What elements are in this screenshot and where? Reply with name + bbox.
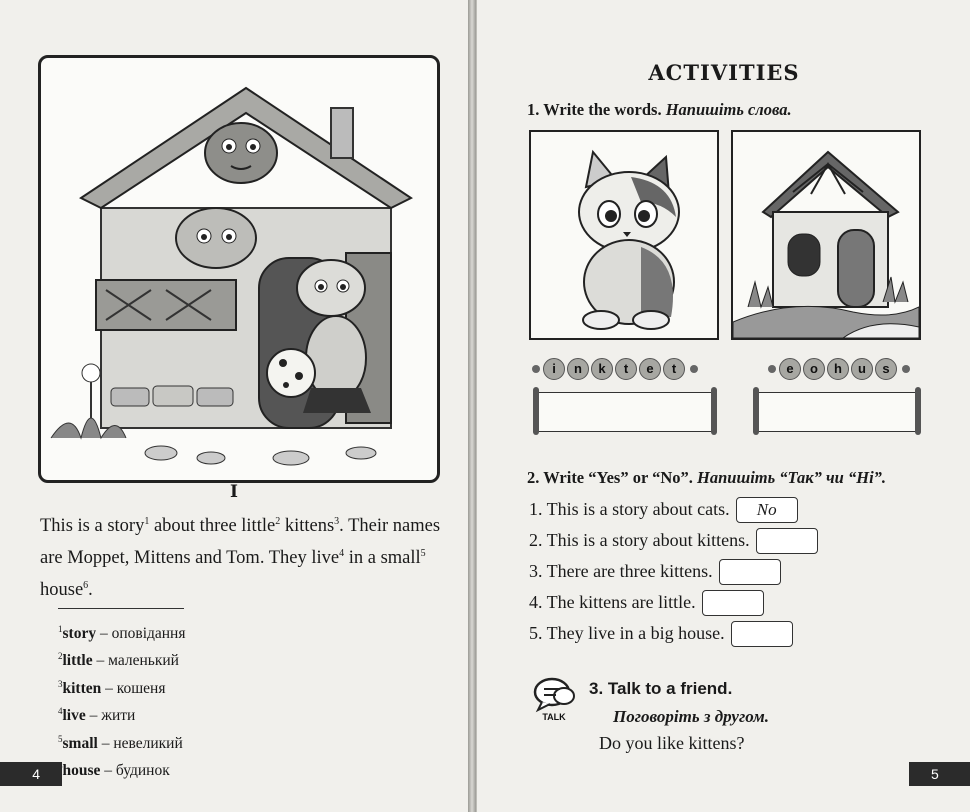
answer-box[interactable] <box>731 621 793 647</box>
bead-cap <box>902 365 910 373</box>
story-illustration <box>38 55 440 483</box>
letter-bead: t <box>663 358 685 380</box>
letter-bead: n <box>567 358 589 380</box>
bead-cap <box>768 365 776 373</box>
task-1-heading: 1. Write the words. Напишіть слова. <box>527 100 792 119</box>
kitten-picture <box>529 130 719 340</box>
statement-row: 1. This is a story about cats. No <box>529 494 818 525</box>
statement-row: 4. The kittens are little. <box>529 587 818 618</box>
task-3-ukrainian: Поговоріть з другом. <box>613 707 769 726</box>
page-number: 5 <box>909 762 970 786</box>
bead-cap <box>690 365 698 373</box>
bead-cap <box>532 365 540 373</box>
chapter-number: I <box>230 482 238 502</box>
letter-bead: e <box>639 358 661 380</box>
task-3-heading: 3. Talk to a friend. <box>589 679 733 698</box>
glossary-item: house – будинок <box>62 762 170 780</box>
story-text: This is a story$^1$ about three little$^2$ kittens$^3$. Their names are Moppet, Mittens and Tom. They live$^4$ in a small$^5$ house$^6$. <box>40 516 441 601</box>
speech-bubble-icon <box>530 676 578 726</box>
kitten-drawing <box>531 132 717 338</box>
glossary-item: $^2$little – маленький <box>58 651 179 670</box>
letter-bead: u <box>851 358 873 380</box>
yes-no-list <box>529 494 818 649</box>
glossary-item: $^1$story – оповідання <box>58 624 186 643</box>
letter-bead: k <box>591 358 613 380</box>
answer-box[interactable]: No <box>736 497 798 523</box>
letter-bead: t <box>615 358 637 380</box>
scrambled-word-2 <box>765 358 913 380</box>
footnote-rule <box>58 608 184 609</box>
letter-bead: e <box>779 358 801 380</box>
glossary-item: $^4$live – жити <box>58 706 136 725</box>
kittens-house-illustration <box>41 58 437 480</box>
statement-row: 3. There are three kittens. <box>529 556 818 587</box>
letter-bead: o <box>803 358 825 380</box>
glossary-item: $^5$small – невеликий <box>58 733 183 752</box>
answer-line-2[interactable] <box>757 392 917 432</box>
statement-row: 5. They live in a big house. <box>529 618 818 649</box>
page-number: 4 <box>0 762 62 786</box>
letter-bead: i <box>543 358 565 380</box>
statement-row: 2. This is a story about kittens. <box>529 525 818 556</box>
house-drawing <box>733 132 919 338</box>
book-gutter <box>468 0 476 812</box>
answer-box[interactable] <box>702 590 764 616</box>
glossary <box>58 618 185 783</box>
answer-box[interactable] <box>719 559 781 585</box>
left-page <box>0 0 469 812</box>
answer-box[interactable] <box>756 528 818 554</box>
letter-bead: s <box>875 358 897 380</box>
activities-title: ACTIVITIES <box>648 60 800 85</box>
answer-line-1[interactable] <box>537 392 713 432</box>
letter-bead: h <box>827 358 849 380</box>
task-3-question: Do you like kittens? <box>599 733 745 753</box>
house-picture <box>731 130 921 340</box>
glossary-item: $^3$kitten – кошеня <box>58 678 166 698</box>
task-2-heading: 2. Write “Yes” or “No”. Напишіть “Так” чи “Ні”. <box>527 468 887 487</box>
scrambled-word-1 <box>529 358 701 380</box>
talk-icon-label: TALK <box>542 712 566 722</box>
